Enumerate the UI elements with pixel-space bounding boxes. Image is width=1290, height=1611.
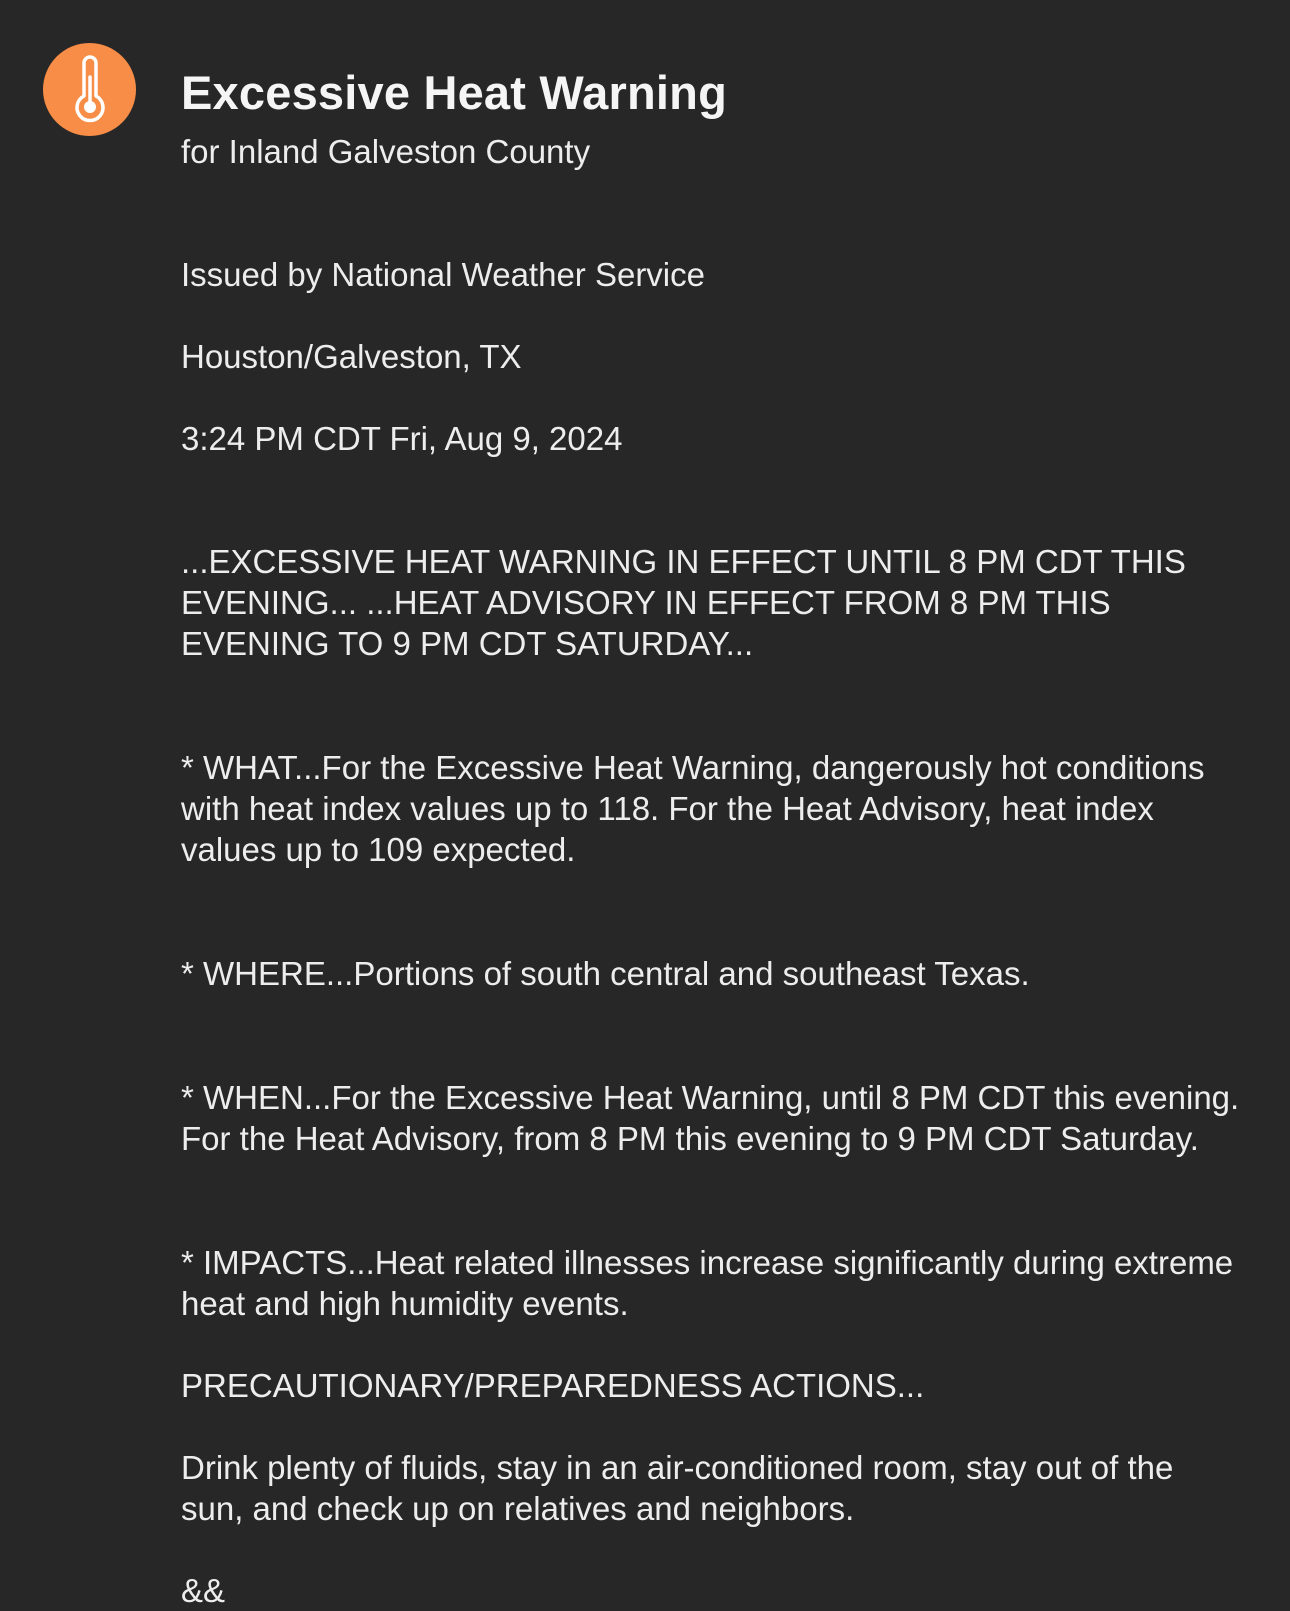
alert-title: Excessive Heat Warning (181, 66, 728, 119)
alert-what: * WHAT...For the Excessive Heat Warning, dangerously hot conditions with heat index values up to 118. For the Heat Advisory, heat index values up to 109 expected. (181, 749, 1205, 868)
alert-when: * WHEN...For the Excessive Heat Warning, until 8 PM CDT this evening. For the Heat Advisory, from 8 PM this evening to 9 PM CDT Saturday. (181, 1079, 1240, 1157)
end-mark: && (181, 1572, 226, 1609)
issuer-name: Issued by National Weather Service (181, 256, 705, 293)
alert-where: * WHERE...Portions of south central and southeast Texas. (181, 955, 1030, 992)
alert-headline: ...EXCESSIVE HEAT WARNING IN EFFECT UNTIL 8 PM CDT THIS EVENING... ...HEAT ADVISORY IN EFFECT FROM 8 PM THIS EVENING TO 9 PM CDT SATURDAY... (181, 543, 1186, 662)
issuer-office: Houston/Galveston, TX (181, 338, 522, 375)
alert-impacts: * IMPACTS...Heat related illnesses increase significantly during extreme heat and high humidity events. (181, 1244, 1234, 1322)
alert-severity-badge (43, 43, 136, 136)
precaution-header: PRECAUTIONARY/PREPAREDNESS ACTIONS... (181, 1367, 925, 1404)
alert-area: for Inland Galveston County (181, 133, 591, 170)
issuer-info (181, 213, 1241, 500)
thermometer-icon (68, 55, 112, 125)
precaution-body: Drink plenty of fluids, stay in an air-conditioned room, stay out of the sun, and check up on relatives and neighbors. (181, 1449, 1174, 1527)
alert-details (181, 64, 1241, 1611)
issued-time: 3:24 PM CDT Fri, Aug 9, 2024 (181, 420, 623, 457)
